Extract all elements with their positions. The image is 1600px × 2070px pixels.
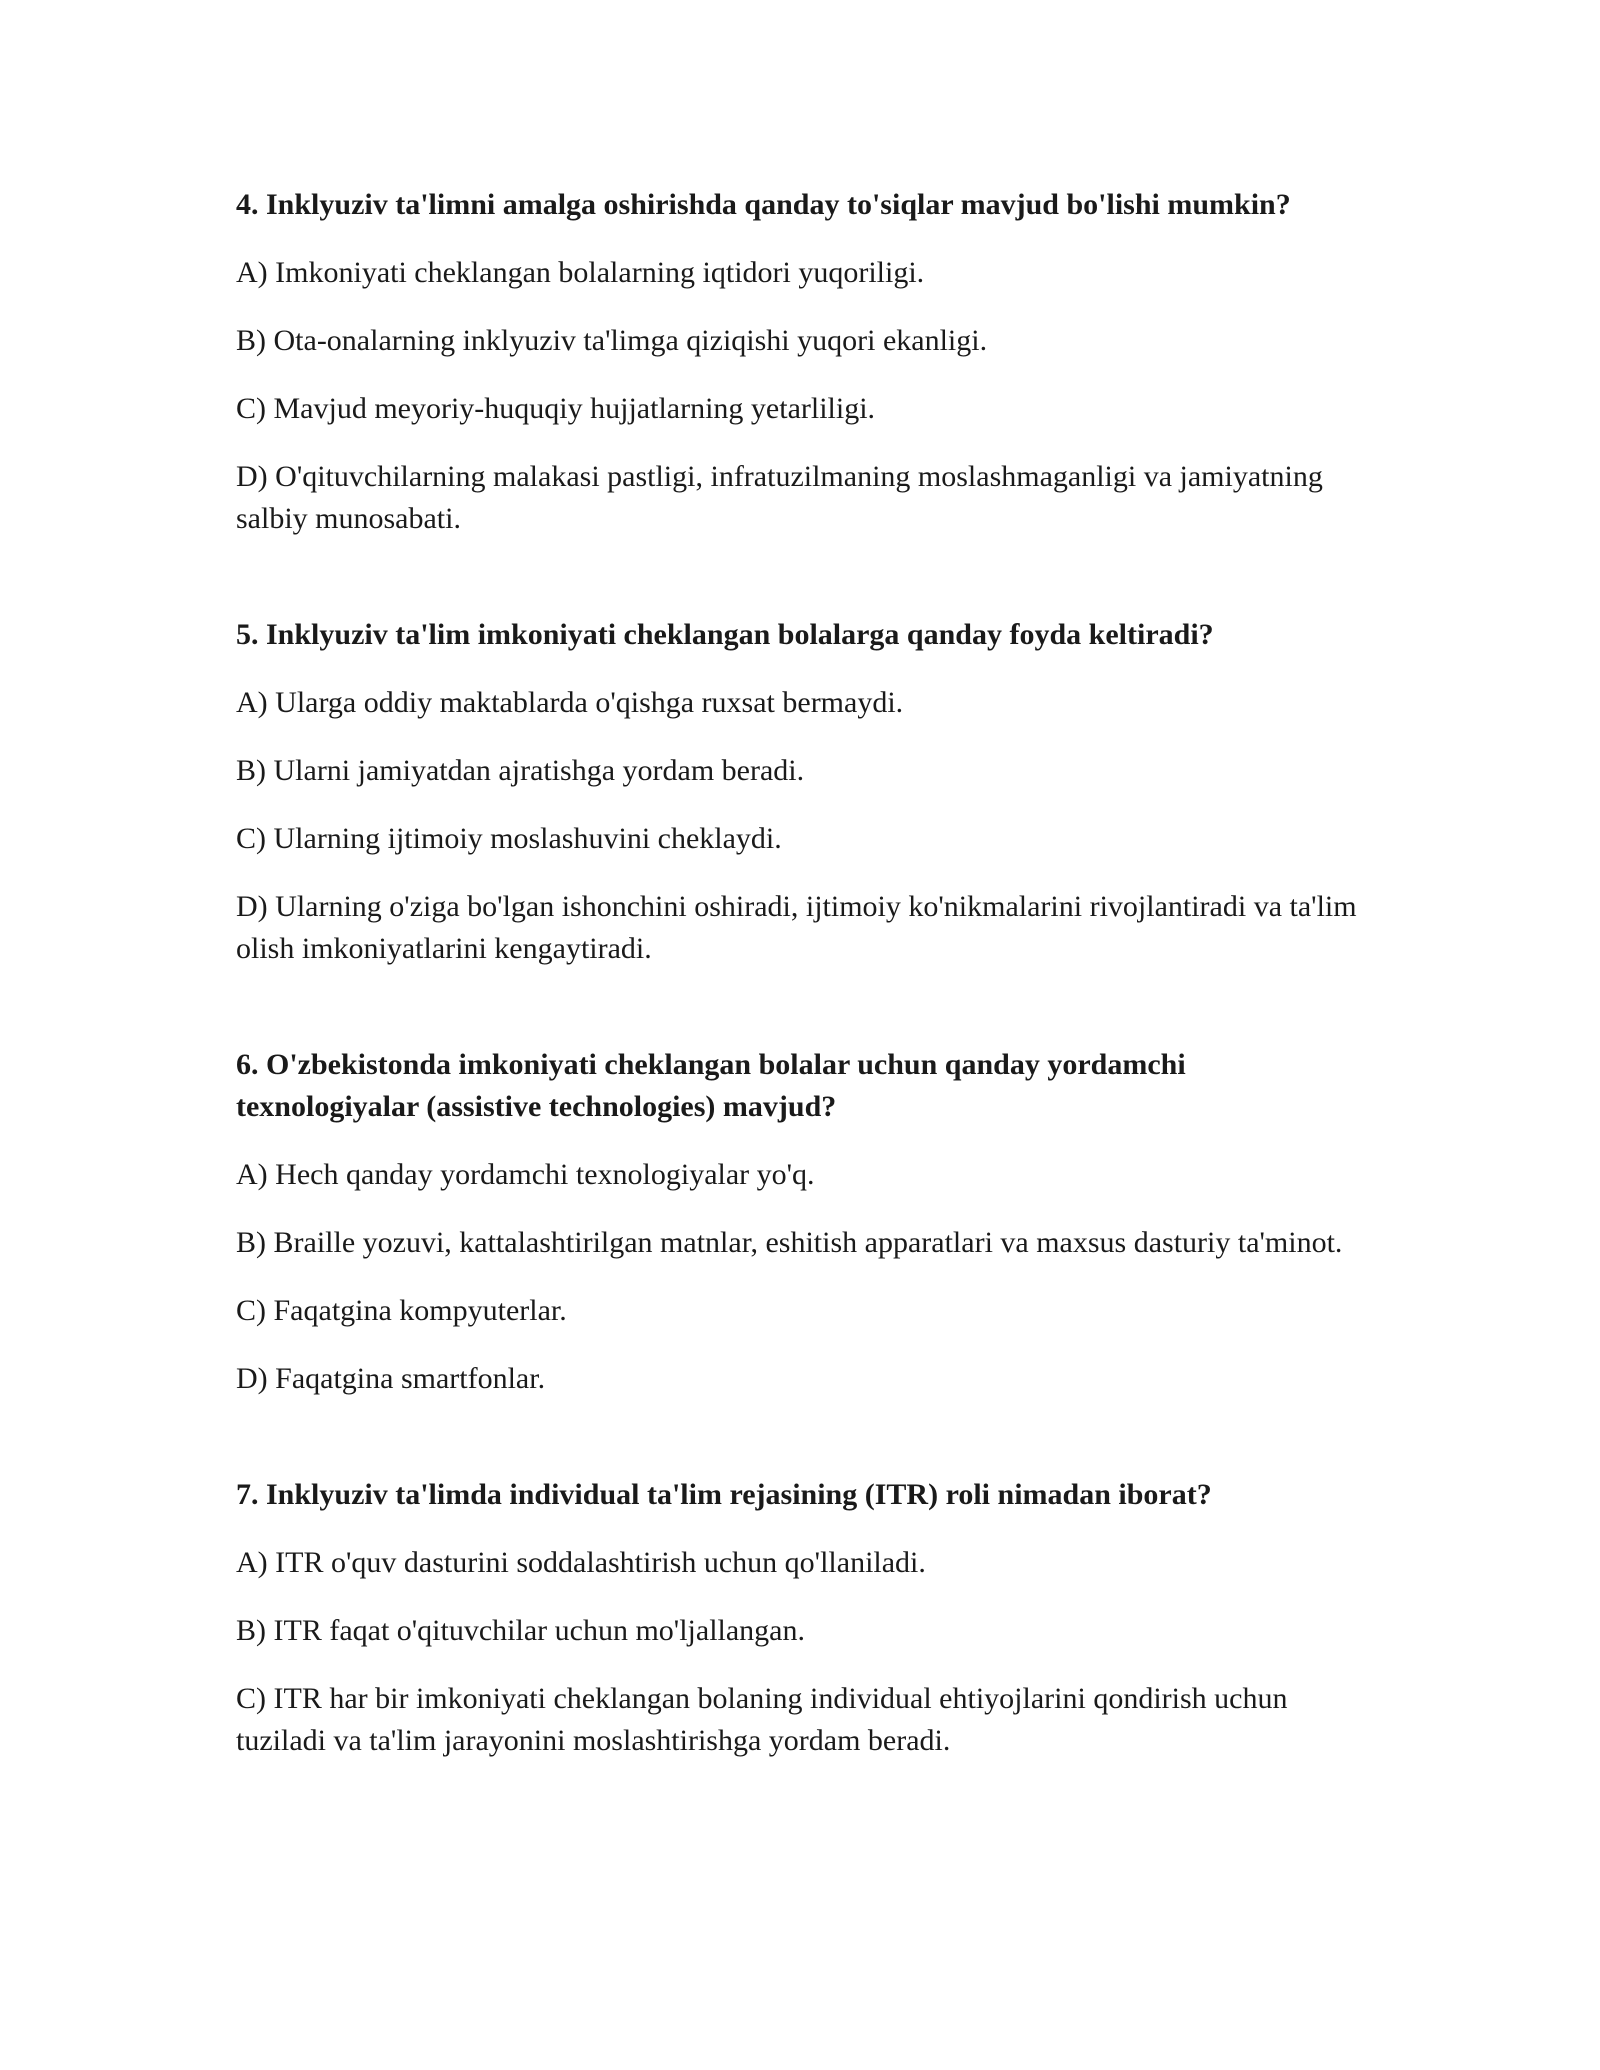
answer-option-d: D) Ularning o'ziga bo'lgan ishonchini oshiradi, ijtimoiy ko'nikmalarini rivojlantiradi va ta'lim olish imkoniyatlarini kengaytiradi. xyxy=(236,890,1357,965)
question-block-5 xyxy=(236,614,1366,970)
document-page xyxy=(236,184,1366,1762)
answer-option-a: A) Imkoniyati cheklangan bolalarning iqtidori yuqoriligi. xyxy=(236,256,925,289)
answer-option-a: A) Hech qanday yordamchi texnologiyalar yo'q. xyxy=(236,1158,815,1191)
answer-option-b: B) Braille yozuvi, kattalashtirilgan matnlar, eshitish apparatlari va maxsus dasturiy ta'minot. xyxy=(236,1226,1343,1259)
answer-option-c: C) ITR har bir imkoniyati cheklangan bolaning individual ehtiyojlarini qondirish uchun tuziladi va ta'lim jarayonini moslashtirishga yordam beradi. xyxy=(236,1682,1288,1757)
question-block-4 xyxy=(236,184,1366,540)
answer-option-a: A) ITR o'quv dasturini soddalashtirish uchun qo'llaniladi. xyxy=(236,1546,926,1579)
answer-option-c: C) Faqatgina kompyuterlar. xyxy=(236,1294,567,1327)
answer-option-c: C) Mavjud meyoriy-huquqiy hujjatlarning yetarliligi. xyxy=(236,392,876,425)
answer-option-b: B) ITR faqat o'qituvchilar uchun mo'ljallangan. xyxy=(236,1614,805,1647)
answer-option-b: B) Ota-onalarning inklyuziv ta'limga qiziqishi yuqori ekanligi. xyxy=(236,324,988,357)
question-title: 6. O'zbekistonda imkoniyati cheklangan bolalar uchun qanday yordamchi texnologiyalar (assistive technologies) mavjud? xyxy=(236,1048,1186,1123)
question-title: 5. Inklyuziv ta'lim imkoniyati cheklangan bolalarga qanday foyda keltiradi? xyxy=(236,618,1214,651)
answer-option-a: A) Ularga oddiy maktablarda o'qishga ruxsat bermaydi. xyxy=(236,686,904,719)
answer-option-c: C) Ularning ijtimoiy moslashuvini cheklaydi. xyxy=(236,822,782,855)
question-title: 4. Inklyuziv ta'limni amalga oshirishda qanday to'siqlar mavjud bo'lishi mumkin? xyxy=(236,188,1291,221)
question-block-7 xyxy=(236,1474,1366,1762)
answer-option-d: D) Faqatgina smartfonlar. xyxy=(236,1362,546,1395)
answer-option-d: D) O'qituvchilarning malakasi pastligi, infratuzilmaning moslashmaganligi va jamiyatning salbiy munosabati. xyxy=(236,460,1323,535)
question-block-6 xyxy=(236,1044,1366,1400)
answer-option-b: B) Ularni jamiyatdan ajratishga yordam beradi. xyxy=(236,754,805,787)
question-title: 7. Inklyuziv ta'limda individual ta'lim rejasining (ITR) roli nimadan iborat? xyxy=(236,1478,1212,1511)
